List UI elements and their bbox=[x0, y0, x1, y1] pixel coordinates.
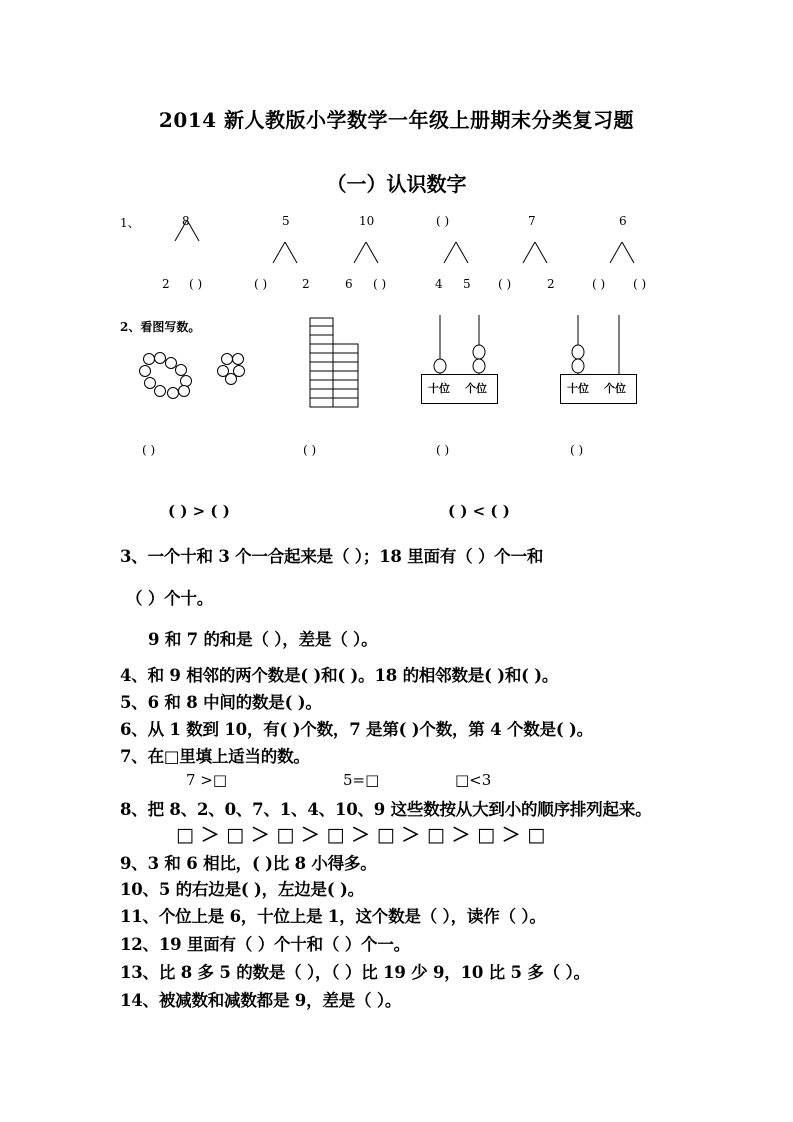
abacus-1-base bbox=[421, 374, 498, 404]
abacus-2-ones-label: 个位 bbox=[604, 382, 626, 395]
q8-order-chain[interactable]: □ ＞ □ ＞ □ ＞ □ ＞ □ ＞ □ ＞ □ ＞ □ bbox=[176, 824, 546, 846]
abacus-2-tens-label: 十位 bbox=[567, 382, 589, 395]
q1-bottom-4b: 5 bbox=[463, 277, 471, 291]
abacus-1-tens-label: 十位 bbox=[428, 382, 450, 395]
page-title: 2014 新人教版小学数学一年级上册期末分类复习题 bbox=[158, 108, 635, 132]
q1-bottom-5a[interactable]: ( ) bbox=[498, 277, 512, 291]
q1-bottom-3a: 6 bbox=[345, 277, 353, 291]
q1-label: 1、 bbox=[120, 216, 140, 230]
q1-top-6: 6 bbox=[619, 214, 627, 228]
q13: 13、比 8 多 5 的数是（ ），（ ）比 19 少 9，10 比 5 多（ ）。 bbox=[120, 963, 590, 982]
q1-bottom-4a: 4 bbox=[435, 277, 443, 291]
q2-compare-less[interactable]: ( ) < ( ) bbox=[448, 502, 510, 520]
q10: 10、5 的右边是( )，左边是( )。 bbox=[120, 880, 364, 899]
q14: 14、被减数和减数都是 9，差是（ ）。 bbox=[120, 991, 402, 1010]
q1-top-3: 10 bbox=[359, 214, 375, 228]
q11: 11、个位上是 6，十位上是 1，这个数是（ ），读作（ ）。 bbox=[120, 907, 546, 926]
q4: 4、和 9 相邻的两个数是( )和( )。18 的相邻数是( )和( )。 bbox=[120, 666, 559, 685]
q1-bottom-2a[interactable]: ( ) bbox=[254, 277, 268, 291]
q7-item-3[interactable]: □<3 bbox=[455, 771, 492, 789]
q5: 5、6 和 8 中间的数是( )。 bbox=[120, 693, 322, 712]
q3-line-3: 9 和 7 的和是（ ），差是（ ）。 bbox=[148, 630, 378, 649]
q6: 6、从 1 数到 10，有( )个数，7 是第( )个数，第 4 个数是( )。 bbox=[120, 720, 593, 739]
q8: 8、把 8、2、0、7、1、4、10、9 这些数按从大到小的顺序排列起来。 bbox=[120, 800, 652, 819]
abacus-1-ones-label: 个位 bbox=[465, 382, 487, 395]
q9: 9、3 和 6 相比，( )比 8 小得多。 bbox=[120, 854, 377, 873]
q1-top-1: 8 bbox=[182, 214, 190, 228]
q2-blank-2[interactable]: ( ) bbox=[303, 443, 317, 457]
q7-item-2[interactable]: 5=□ bbox=[343, 771, 380, 789]
q1-top-4[interactable]: ( ) bbox=[436, 214, 450, 228]
q1-bottom-1b[interactable]: ( ) bbox=[189, 277, 203, 291]
q1-bottom-2b: 2 bbox=[302, 277, 310, 291]
q2-compare-greater[interactable]: ( ) > ( ) bbox=[168, 502, 230, 520]
abacus-2-base bbox=[560, 374, 637, 404]
q1-bottom-1a: 2 bbox=[162, 277, 170, 291]
q1-top-5: 7 bbox=[528, 214, 536, 228]
q1-bottom-6b[interactable]: ( ) bbox=[633, 277, 647, 291]
q2-label: 2、看图写数。 bbox=[120, 320, 201, 334]
q1-bottom-6a[interactable]: ( ) bbox=[592, 277, 606, 291]
q2-blank-3[interactable]: ( ) bbox=[436, 443, 450, 457]
q2-blank-1[interactable]: ( ) bbox=[142, 443, 156, 457]
q3-line-1: 3、一个十和 3 个一合起来是（ ）；18 里面有（ ）个一和 bbox=[120, 547, 544, 566]
q1-top-2: 5 bbox=[282, 214, 290, 228]
q1-bottom-5b: 2 bbox=[547, 277, 555, 291]
q1-bottom-3b[interactable]: ( ) bbox=[373, 277, 387, 291]
q7-item-1[interactable]: 7 >□ bbox=[186, 771, 228, 789]
q12: 12、19 里面有（ ）个十和（ ）个一。 bbox=[120, 935, 410, 954]
q7: 7、在□里填上适当的数。 bbox=[120, 747, 310, 766]
section-title: （一）认识数字 bbox=[326, 172, 467, 196]
q3-line-2: （ ）个十。 bbox=[126, 589, 214, 608]
q2-blank-4[interactable]: ( ) bbox=[570, 443, 584, 457]
